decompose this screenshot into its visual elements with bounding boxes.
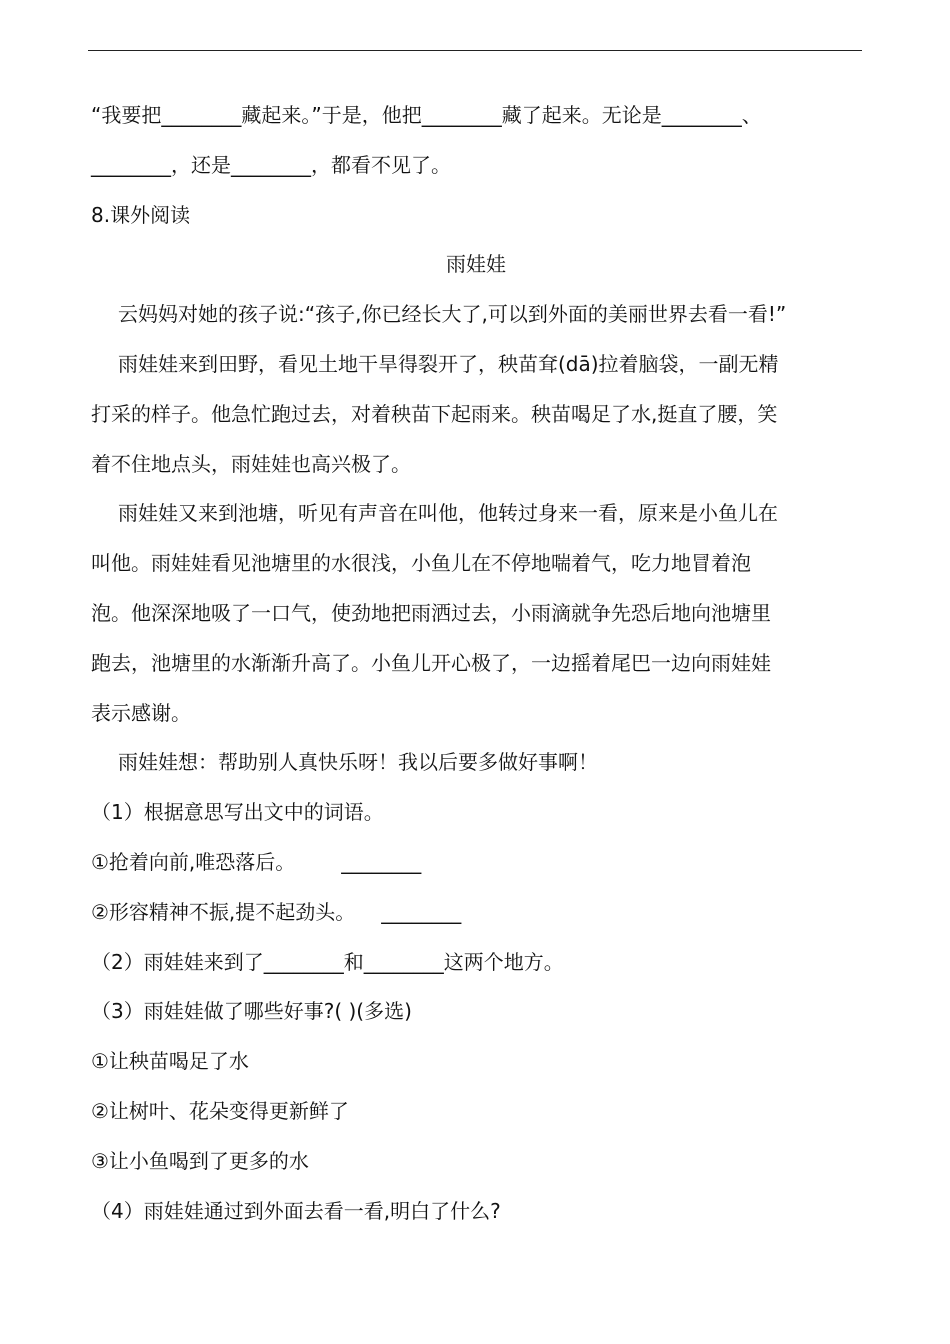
passage-paragraph-3-line-3: 泡。他深深地吸了一口气，使劲地把雨洒过去，小雨滴就争先恐后地向池塘里 — [91, 600, 771, 625]
question-1-item-2-text: ②形容精神不振,提不起劲头。 — [91, 899, 356, 924]
fill-in-line-2: ________，还是________，都看不见了。 — [91, 152, 451, 177]
passage-paragraph-4: 雨娃娃想：帮助别人真快乐呀！我以后要多做好事啊！ — [118, 750, 598, 775]
question-1-item-1-text: ①抢着向前,唯恐落后。 — [91, 849, 296, 874]
answer-blank[interactable]: ________ — [341, 849, 422, 874]
question-1-item-2 — [91, 888, 861, 938]
passage-title: 雨娃娃 — [446, 252, 506, 277]
passage-paragraph-2-line-3: 着不住地点头，雨娃娃也高兴极了。 — [91, 451, 411, 476]
question-3-option-2: ②让树叶、花朵变得更新鲜了 — [91, 1098, 349, 1123]
passage-paragraph-3-line-2: 叫他。雨娃娃看见池塘里的水很浅，小鱼儿在不停地喘着气，吃力地冒着泡 — [91, 551, 751, 576]
answer-blank[interactable]: ________ — [381, 899, 462, 924]
question-4: （4）雨娃娃通过到外面去看一看,明白了什么? — [91, 1198, 501, 1223]
passage-paragraph-3-line-1: 雨娃娃又来到池塘，听见有声音在叫他，他转过身来一看，原来是小鱼儿在 — [118, 501, 778, 526]
passage-paragraph-1: 云妈妈对她的孩子说:“孩子,你已经长大了,可以到外面的美丽世界去看一看!” — [118, 302, 787, 327]
passage-paragraph-2-line-1: 雨娃娃来到田野，看见土地干旱得裂开了，秧苗耷(dā)拉着脑袋，一副无精 — [118, 351, 779, 376]
passage-paragraph-2-line-2: 打采的样子。他急忙跑过去，对着秧苗下起雨来。秧苗喝足了水,挺直了腰，笑 — [91, 401, 778, 426]
question-3-option-1: ①让秧苗喝足了水 — [91, 1049, 249, 1074]
fill-in-line-1: “我要把________藏起来。”于是，他把________藏了起来。无论是________、 — [91, 103, 762, 127]
question-1: （1）根据意思写出文中的词语。 — [91, 800, 384, 825]
question-3-option-3: ③让小鱼喝到了更多的水 — [91, 1148, 309, 1173]
question-2: （2）雨娃娃来到了________和________这两个地方。 — [91, 949, 564, 974]
question-1-item-1 — [91, 838, 861, 888]
worksheet-body — [91, 91, 861, 1236]
section-heading: 8.课外阅读 — [91, 202, 191, 227]
passage-paragraph-3-line-4: 跑去，池塘里的水渐渐升高了。小鱼儿开心极了，一边摇着尾巴一边向雨娃娃 — [91, 650, 771, 675]
header-rule — [88, 50, 862, 51]
passage-paragraph-3-line-5: 表示感谢。 — [91, 700, 191, 725]
question-3: （3）雨娃娃做了哪些好事?( )(多选) — [91, 999, 412, 1024]
